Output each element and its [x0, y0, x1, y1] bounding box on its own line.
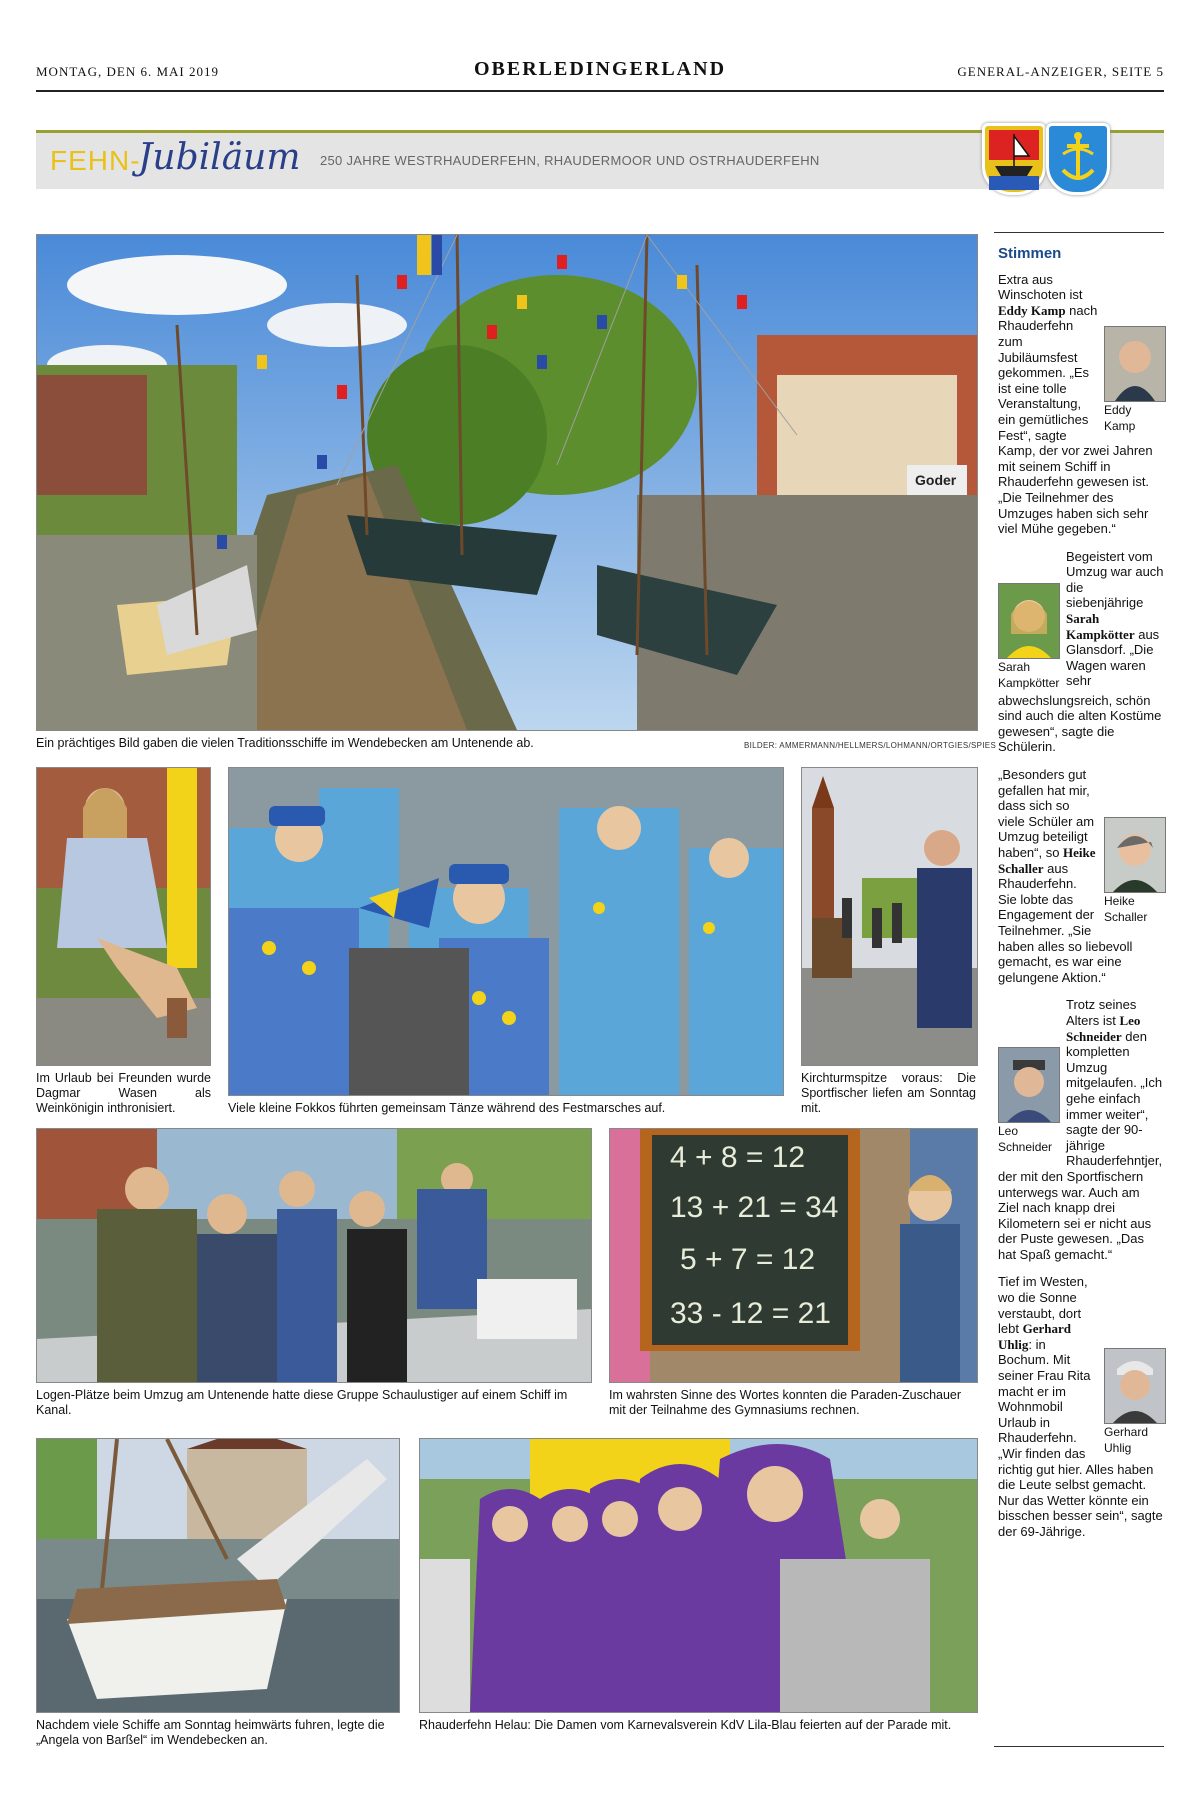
- caption-spectators-boat: Logen-Plätze beim Umzug am Untenende hatte diese Gruppe Schaulustiger auf einem Schiff im Kanal.: [36, 1388, 568, 1417]
- portrait-leo-schneider: [998, 1047, 1058, 1155]
- banner-subtitle: 250 JAHRE WESTRHAUDERFEHN, RHAUDERMOOR UND OSTRHAUDERFEHN: [320, 153, 820, 168]
- voice-2-pre: Begeistert vom Umzug war auch die siebenjährige: [1066, 548, 1164, 611]
- board-line-2: 13 + 21 = 34: [670, 1191, 839, 1224]
- sidebar-title: Stimmen: [998, 245, 1062, 262]
- voice-4-post: den kompletten Umzug mitgelaufen. „Ich gehe einfach immer weiter“, sagte der 90-jährige Rhauderfehntjer, der mit den Sportfischern unterwegs war. Auch am Ziel nach knapp drei Kilometern sei er nicht aus der Puste gewesen. „Das hat Spaß gemacht.“: [998, 1028, 1163, 1262]
- photo-math-chalkboard: [609, 1128, 978, 1383]
- caption-church-fishers: Kirchturmspitze voraus: Die Sportfischer liefen am Sonntag mit.: [801, 1071, 976, 1115]
- portrait-eddy-kamp: [1104, 326, 1164, 434]
- caption-angela-ship: Nachdem viele Schiffe am Sonntag heimwärts fuhren, legte die „Angela von Barßel“ im Wendebecken an.: [36, 1718, 385, 1747]
- photo-dancing-kids: [228, 767, 784, 1096]
- photo-wine-queen: [36, 767, 211, 1066]
- voice-3-post: aus Rhauderfehn. Sie lobte das Engagement der Teilnehmer. „Sie haben alles so liebevoll gemacht, es war eine gelungene Aktion.“: [998, 860, 1133, 985]
- caption-math-chalkboard: Im wahrsten Sinne des Wortes konnten die Paraden-Zuschauer mit der Teilnahme des Gymnasiums rechnen.: [609, 1388, 962, 1417]
- voice-5-pre: Tief im Westen, wo die Sonne verstaubt, dort lebt: [998, 1274, 1088, 1337]
- voice-4-name: Leo Schneider: [1066, 1012, 1141, 1044]
- voice-heike-schaller: [998, 767, 1164, 985]
- board-line-1: 4 + 8 = 12: [670, 1141, 806, 1174]
- banner-word-jubilaeum: Jubiläum: [138, 137, 301, 178]
- voice-2-post: aus Glansdorf. „Die Wagen waren sehr abwechslungsreich, schön sind auch die alten Kostüme gewesen“, sagte die Schülerin.: [998, 626, 1162, 755]
- portrait-leo-schneider-name: Leo Schneider: [998, 1124, 1053, 1155]
- banner-word-fehn: FEHN-: [50, 145, 141, 176]
- portrait-heike-schaller-name: Heike Schaller: [1104, 894, 1148, 925]
- photo-canal-ships: [36, 234, 978, 731]
- voice-5-post: : in Bochum. Mit seiner Frau Rita macht er im Wohnmobil Urlaub in Rhauderfehn. „Wir finden das richtig gut hier. Alles haben die Leute selbst gemacht. Nur das Wetter könnte ein bisschen besser sein“, sagte der 69-Jährige.: [998, 1336, 1163, 1539]
- caption-carnival-nuns: Rhauderfehn Helau: Die Damen vom Karnevalsverein KdV Lila-Blau feierten auf der Parade mit.: [419, 1718, 952, 1732]
- voice-gerhard-uhlig: [998, 1274, 1164, 1539]
- portrait-heike-schaller: [1104, 817, 1164, 925]
- photo-church-fishers: [801, 767, 978, 1066]
- sidebar-bottom-rule: [994, 1746, 1164, 1747]
- voice-eddy-kamp: [998, 272, 1164, 537]
- voice-4-pre: Trotz seines Alters ist: [1066, 997, 1137, 1028]
- voice-2-name: Sarah Kampkötter: [1066, 611, 1135, 642]
- masthead: [36, 56, 1164, 92]
- photo-carnival-nuns: [419, 1438, 978, 1713]
- portrait-eddy-kamp-name: Eddy Kamp: [1104, 402, 1136, 433]
- board-line-4: 33 - 12 = 21: [670, 1297, 831, 1330]
- portrait-leo-schneider-image: [998, 1047, 1060, 1123]
- voice-3-pre: „Besonders gut gefallen hat mir, dass sich so viele Schüler am Umzug beteiligt haben“, so: [998, 767, 1095, 861]
- portrait-sarah-kampkoetter: [998, 583, 1058, 691]
- portrait-heike-schaller-image: [1104, 817, 1166, 893]
- sidebar-voices: [994, 232, 1164, 1552]
- issue-date: MONTAG, DEN 6. MAI 2019: [36, 64, 220, 79]
- portrait-gerhard-uhlig: [1104, 1348, 1164, 1456]
- portrait-eddy-kamp-image: [1104, 326, 1166, 402]
- page-number: GENERAL-ANZEIGER, SEITE 5: [957, 64, 1164, 79]
- board-line-3: 5 + 7 = 12: [680, 1243, 816, 1276]
- voice-1-name: Eddy Kamp: [998, 302, 1066, 318]
- photo-angela-ship: [36, 1438, 400, 1713]
- voice-leo-schneider: [998, 997, 1164, 1262]
- portrait-gerhard-uhlig-image: [1104, 1348, 1166, 1424]
- voice-sarah-kampkoetter: [998, 549, 1164, 755]
- portrait-gerhard-uhlig-name: Gerhard Uhlig: [1104, 1425, 1149, 1456]
- photo-credit: BILDER: AMMERMANN/HELLMERS/LOHMANN/ORTGIES/SPIES: [744, 741, 997, 750]
- crest-ship-icon: [982, 123, 1046, 195]
- section-title: OBERLEDINGERLAND: [473, 58, 727, 80]
- caption-dancing-kids: Viele kleine Fokkos führten gemeinsam Tänze während des Festmarsches auf.: [228, 1101, 666, 1115]
- portrait-sarah-kampkoetter-image: [998, 583, 1060, 659]
- photo-spectators-boat: [36, 1128, 592, 1383]
- voice-5-name: Gerhard Uhlig: [998, 1321, 1071, 1352]
- voice-1-post: nach Rhauderfehn zum Jubiläumsfest gekommen. „Es ist eine tolle Veranstaltung, ein gemütliches Fest“, sagte Kamp, der vor zwei Jahren mit seinem Schiff in Rhauderfehn gewesen ist. „Die Teilnehmer des Umzuges haben sich sehr viel Mühe gegeben.“: [998, 302, 1153, 537]
- caption-wine-queen: Im Urlaub bei Freunden wurde Dagmar Wasen als Weinkönigin inthronisiert.: [36, 1071, 211, 1115]
- jubilee-banner: [36, 130, 1164, 189]
- voice-3-name: Heike Schaller: [998, 845, 1096, 876]
- crest-anchor-icon: [1046, 123, 1110, 195]
- caption-canal-ships: Ein prächtiges Bild gaben die vielen Traditionsschiffe im Wendebecken am Untenende ab.: [36, 736, 534, 750]
- voice-1-pre: Extra aus Winschoten ist: [998, 271, 1083, 303]
- shop-sign-text: Goder: [915, 472, 957, 488]
- portrait-sarah-kampkoetter-name: Sarah Kampkötter: [998, 659, 1060, 690]
